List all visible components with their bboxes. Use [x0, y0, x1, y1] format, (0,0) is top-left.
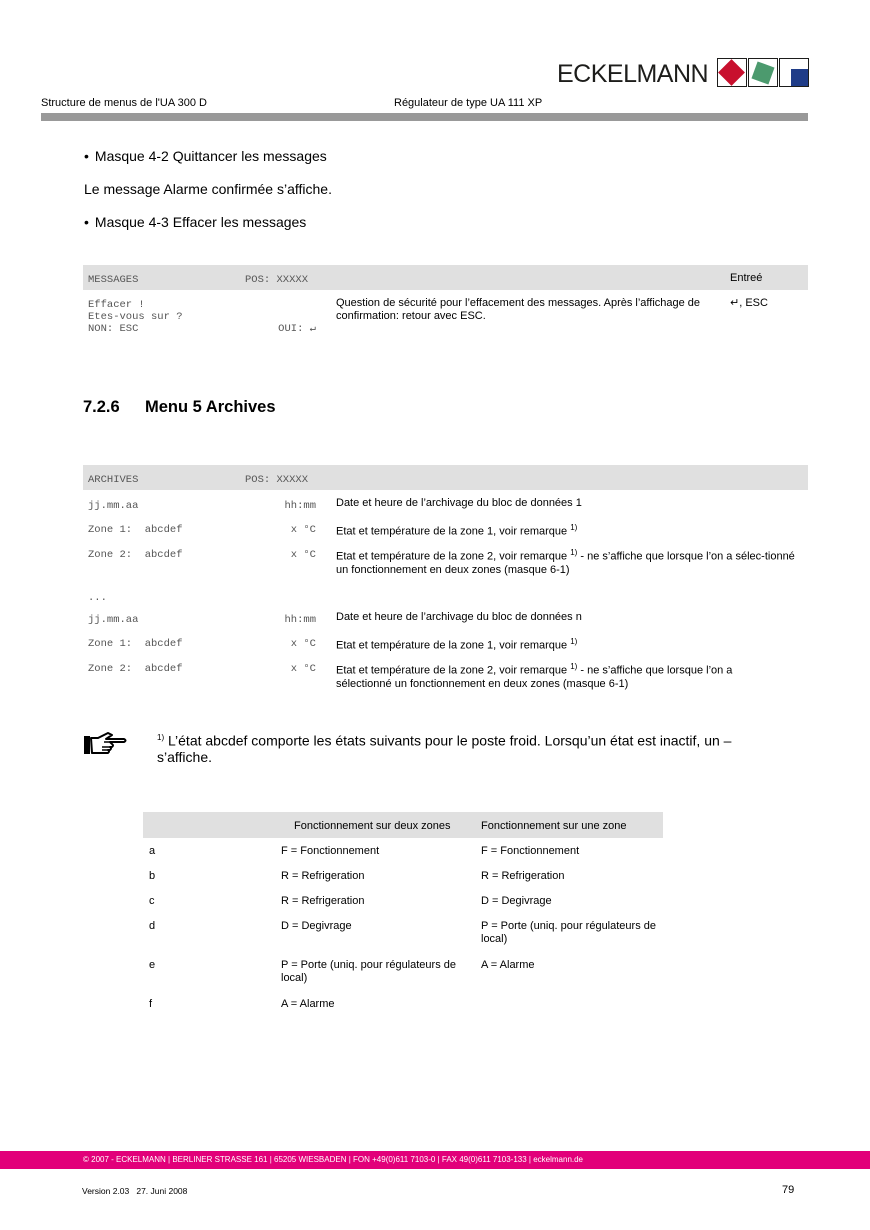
state-two-zones: A = Alarme: [281, 998, 335, 1010]
archive-row-right: x °C: [290, 638, 316, 650]
note-text: $^{1)}$ L’état abcdef comporte les états suivants pour le poste froid. Lorsqu’un état est inactif, un – s’affiche.: [157, 732, 732, 765]
archive-row-left: Zone 2: abcdef: [88, 663, 183, 675]
archives-col-title: ARCHIVES: [88, 474, 139, 486]
messages-table-header: [83, 265, 808, 290]
state-one-zone: R = Refrigeration: [481, 870, 565, 882]
state-key: e: [149, 959, 156, 971]
archive-row-right: x °C: [290, 524, 316, 536]
logo-wordmark: ECKELMANN: [557, 60, 709, 88]
messages-col-title: MESSAGES: [88, 274, 139, 286]
messages-col-pos: POS: XXXXX: [245, 274, 309, 286]
state-two-zones: D = Degivrage: [281, 920, 352, 932]
section-number: 7.2.6: [83, 398, 120, 416]
state-key: f: [149, 998, 153, 1010]
state-one-zone: P = Porte (uniq. pour régulateurs de local): [481, 920, 656, 945]
state-key: d: [149, 920, 156, 932]
archives-col-pos: POS: XXXXX: [245, 474, 309, 486]
messages-line-oui: OUI: ↵: [278, 323, 316, 335]
archive-row-desc: Etat et température de la zone 1, voir remarque $^{1)}$: [336, 523, 578, 538]
messages-line-confirm: Etes-vous sur ?: [88, 311, 183, 323]
state-one-zone: D = Degivrage: [481, 895, 552, 907]
logo-green-square-icon: [748, 58, 778, 87]
logo-blue-square-icon: [779, 58, 809, 87]
messages-line-non: NON: ESC: [88, 323, 139, 335]
confirmation-sentence: Le message Alarme confirmée s’affiche.: [84, 181, 332, 197]
archive-row-ellipsis: ...: [88, 592, 107, 604]
header-divider: [41, 113, 808, 121]
bullet-mask-4-3: • Masque 4-3 Effacer les messages: [84, 214, 306, 230]
state-key: a: [149, 845, 156, 857]
footer-address: © 2007 - ECKELMANN | BERLINER STRASSE 161 | 65205 WIESBADEN | FON +49(0)611 7103-0 | FAX 49(0)611 7103-133 | eckelmann.de: [83, 1155, 584, 1164]
messages-line-effacer: Effacer !: [88, 299, 145, 311]
archive-row-left: Zone 1: abcdef: [88, 638, 183, 650]
state-one-zone: F = Fonctionnement: [481, 845, 580, 857]
messages-keys: ↵, ESC: [730, 297, 768, 309]
states-head-two-zones: Fonctionnement sur deux zones: [294, 820, 451, 832]
state-two-zones: P = Porte (uniq. pour régulateurs de local): [281, 959, 456, 984]
archive-row-left: Zone 2: abcdef: [88, 549, 183, 561]
page-number: 79: [782, 1184, 795, 1196]
header-controller-type: Régulateur de type UA 111 XP: [394, 97, 543, 109]
archive-row-desc: Date et heure de l’archivage du bloc de données n: [336, 611, 582, 623]
archive-row-desc: Etat et température de la zone 1, voir remarque $^{1)}$: [336, 637, 578, 652]
pointing-hand-icon: [82, 730, 128, 758]
state-two-zones: R = Refrigeration: [281, 870, 365, 882]
bullet-mask-4-2: • Masque 4-2 Quittancer les messages: [84, 148, 327, 164]
archive-row-left: Zone 1: abcdef: [88, 524, 183, 536]
archives-table-header: [83, 465, 808, 490]
state-two-zones: F = Fonctionnement: [281, 845, 380, 857]
state-key: b: [149, 870, 156, 882]
archive-row-right: x °C: [290, 663, 316, 675]
archive-row-desc: Date et heure de l’archivage du bloc de données 1: [336, 497, 582, 509]
header-document-title: Structure de menus de l'UA 300 D: [41, 97, 207, 109]
messages-description: Question de sécurité pour l’effacement des messages. Après l’affichage de confirmation: retour avec ESC.: [336, 297, 701, 322]
state-two-zones: R = Refrigeration: [281, 895, 365, 907]
logo-red-square-icon: [717, 58, 747, 87]
archive-row-right: hh:mm: [284, 500, 316, 512]
messages-col-entry: Entreé: [730, 272, 763, 284]
archive-row-right: x °C: [290, 549, 316, 561]
archive-row-right: hh:mm: [284, 614, 316, 626]
states-head-one-zone: Fonctionnement sur une zone: [481, 820, 627, 832]
archive-row-desc: Etat et température de la zone 2, voir remarque $^{1)}$ - ne s’affiche que lorsque l’on a sélectionné un fonctionnement en deux zones (masque 6-1): [336, 662, 733, 690]
state-key: c: [149, 895, 155, 907]
archive-row-desc: Etat et température de la zone 2, voir remarque $^{1)}$ - ne s’affiche que lorsque l’on a sélec-tionné un fonctionnement en deux zones (masque 6-1): [336, 548, 795, 576]
footer-version: Version 2.03 27. Juni 2008: [82, 1186, 188, 1196]
eckelmann-logo: [557, 58, 809, 90]
state-one-zone: A = Alarme: [481, 959, 535, 971]
archive-row-left: jj.mm.aa: [88, 614, 139, 626]
archive-row-left: jj.mm.aa: [88, 500, 139, 512]
section-title: Menu 5 Archives: [145, 398, 276, 416]
